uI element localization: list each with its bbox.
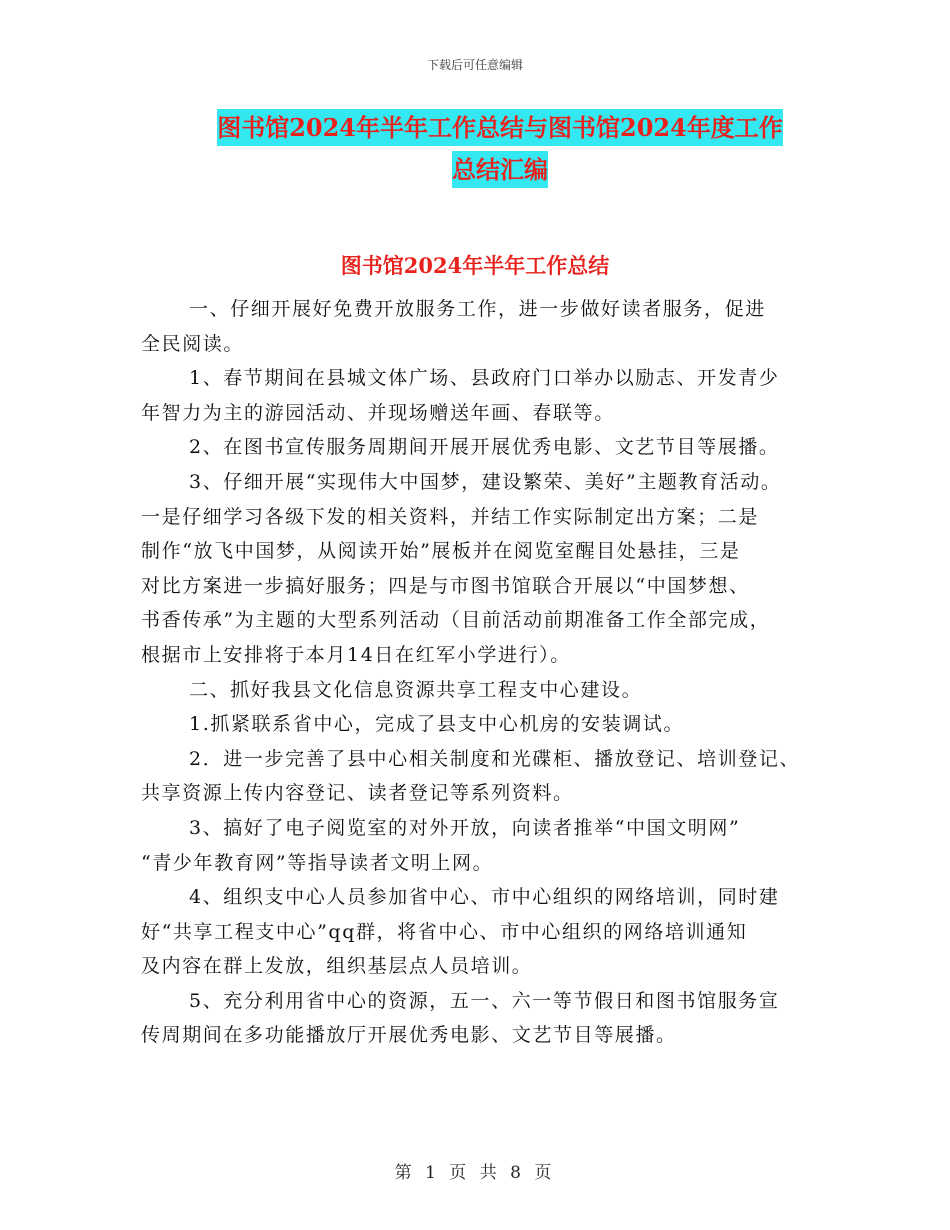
body-line: 5、充分利用省中心的资源，五一、六一等节假日和图书馆服务宣 <box>189 989 780 1012</box>
body-line: 1、春节期间在县城文体广场、县政府门口举办以励志、开发青少 <box>189 367 780 390</box>
main-title-text-2: 总结汇编 <box>452 151 548 188</box>
section-title: 图书馆2024年半年工作总结 <box>340 253 610 278</box>
main-title-line-2 <box>150 155 850 184</box>
body-line: 2．进一步完善了县中心相关制度和光碟柜、播放登记、培训登记、 <box>189 747 801 770</box>
main-title-text-1: 图书馆2024年半年工作总结与图书馆2024年度工作 <box>217 109 783 146</box>
body-line: 4、组织支中心人员参加省中心、市中心组织的网络培训，同时建 <box>189 886 780 909</box>
body-line: 年智力为主的游园活动、并现场赠送年画、春联等。 <box>141 401 615 424</box>
body-line: 3、搞好了电子阅览室的对外开放，向读者推举“中国文明网” <box>189 816 741 839</box>
main-title-line-1 <box>150 113 850 142</box>
body-line: 一、仔细开展好免费开放服务工作，进一步做好读者服务，促进 <box>189 298 766 320</box>
body-line: 一是仔细学习各级下发的相关资料，并结工作实际制定出方案；二是 <box>141 505 760 528</box>
body-line: “青少年教育网”等指导读者文明上网。 <box>141 851 494 874</box>
header-note: 下载后可任意编辑 <box>426 58 523 72</box>
body-line: 二、抓好我县文化信息资源共享工程支中心建设。 <box>189 678 643 701</box>
body-line: 对比方案进一步搞好服务；四是与市图书馆联合开展以“中国梦想、 <box>141 574 750 597</box>
body-line: 及内容在群上发放，组织基层点人员培训。 <box>141 955 533 978</box>
body-line: 制作“放飞中国梦，从阅读开始”展板并在阅览室醒目处悬挂，三是 <box>141 540 741 563</box>
body-line: 全民阅读。 <box>141 332 245 355</box>
body-line: 传周期间在多功能播放厅开展优秀电影、文艺节目等展播。 <box>141 1024 677 1047</box>
body-line: 1.抓紧联系省中心，完成了县支中心机房的安装调试。 <box>189 713 685 736</box>
page-footer: 第 1 页 共 8 页 <box>394 1163 556 1183</box>
body-line: 共享资源上传内容登记、读者登记等系列资料。 <box>141 782 574 805</box>
body-line: 3、仔细开展“实现伟大中国梦，建设繁荣、美好”主题教育活动。 <box>189 470 782 493</box>
body-line: 好“共享工程支中心”qq群，将省中心、市中心组织的网络培训通知 <box>141 920 748 943</box>
body-line: 根据市上安排将于本月14日在红军小学进行）。 <box>141 643 571 666</box>
body-line: 书香传承”为主题的大型系列活动（目前活动前期准备工作全部完成， <box>141 609 771 632</box>
body-line: 2、在图书宣传服务周期间开展开展优秀电影、文艺节目等展播。 <box>189 436 780 459</box>
body-text <box>141 292 831 1053</box>
